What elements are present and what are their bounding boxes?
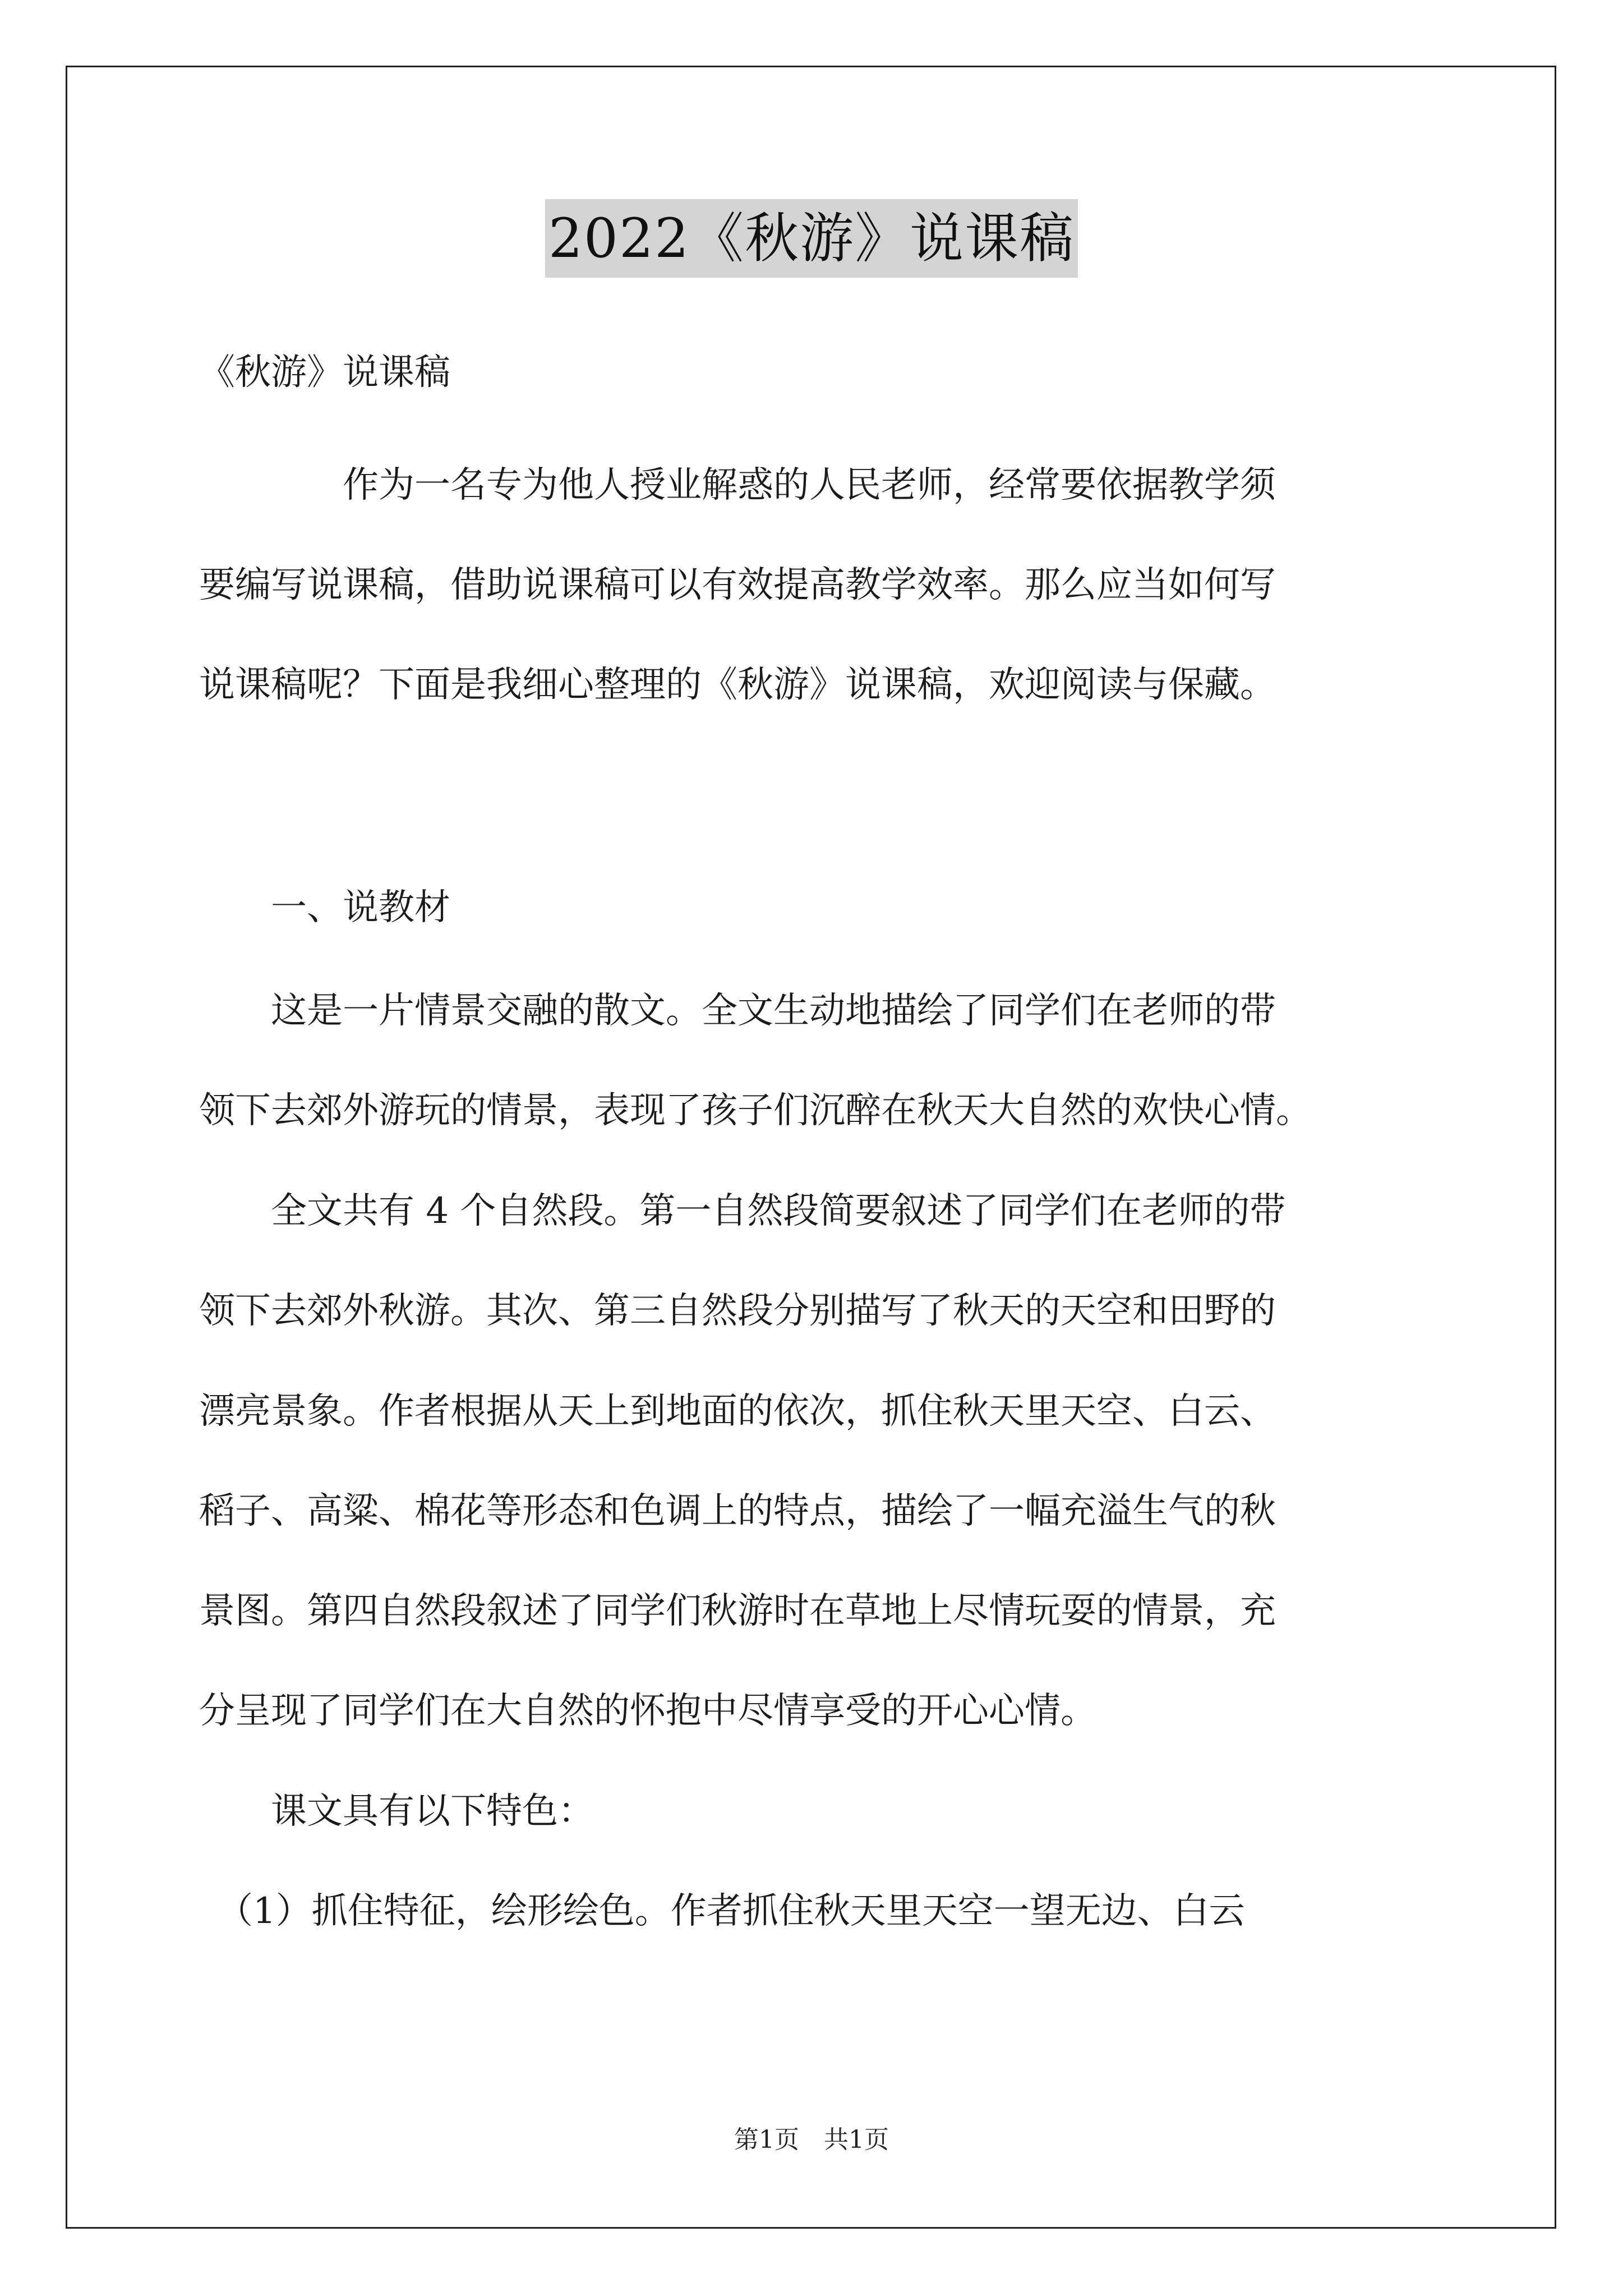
paragraph-line: 全文共有 4 个自然段。第一自然段简要叙述了同学们在老师的带 xyxy=(199,1190,1286,1232)
paragraph-line: 稻子、高粱、棉花等形态和色调上的特点，描绘了一幅充溢生气的秋 xyxy=(199,1490,1276,1532)
paragraph-line: 领下去郊外游玩的情景，表现了孩子们沉醉在秋天大自然的欢快心情。 xyxy=(199,1090,1312,1131)
paragraph-line: 这是一片情景交融的散文。全文生动地描绘了同学们在老师的带 xyxy=(199,990,1276,1032)
paragraph-line: 景图。第四自然段叙述了同学们秋游时在草地上尽情玩耍的情景，充 xyxy=(199,1590,1276,1632)
paragraph-line: 分呈现了同学们在大自然的怀抱中尽情享受的开心心情。 xyxy=(199,1690,1096,1732)
title-container xyxy=(0,199,1623,278)
paragraph-line: 课文具有以下特色： xyxy=(199,1791,594,1832)
document-title: 2022《秋游》说课稿 xyxy=(545,199,1078,278)
paragraph-line: 要编写说课稿，借助说课稿可以有效提高教学效率。那么应当如何写 xyxy=(199,564,1276,606)
paragraph-line: 作为一名专为他人授业解惑的人民老师，经常要依据教学须 xyxy=(199,464,1276,506)
section-heading: 一、说教材 xyxy=(199,887,450,928)
paragraph-line: 漂亮景象。作者根据从天上到地面的依次，抓住秋天里天空、白云、 xyxy=(199,1391,1276,1432)
paragraph-line: 领下去郊外秋游。其次、第三自然段分别描写了秋天的天空和田野的 xyxy=(199,1290,1276,1332)
paragraph-line: 说课稿呢？下面是我细心整理的《秋游》说课稿，欢迎阅读与保藏。 xyxy=(199,664,1276,706)
paragraph-line: （1）抓住特征，绘形绘色。作者抓住秋天里天空一望无边、白云 xyxy=(199,1890,1245,1932)
page-footer: 第1页 共1页 xyxy=(734,2125,889,2154)
subtitle-line: 《秋游》说课稿 xyxy=(199,352,450,393)
